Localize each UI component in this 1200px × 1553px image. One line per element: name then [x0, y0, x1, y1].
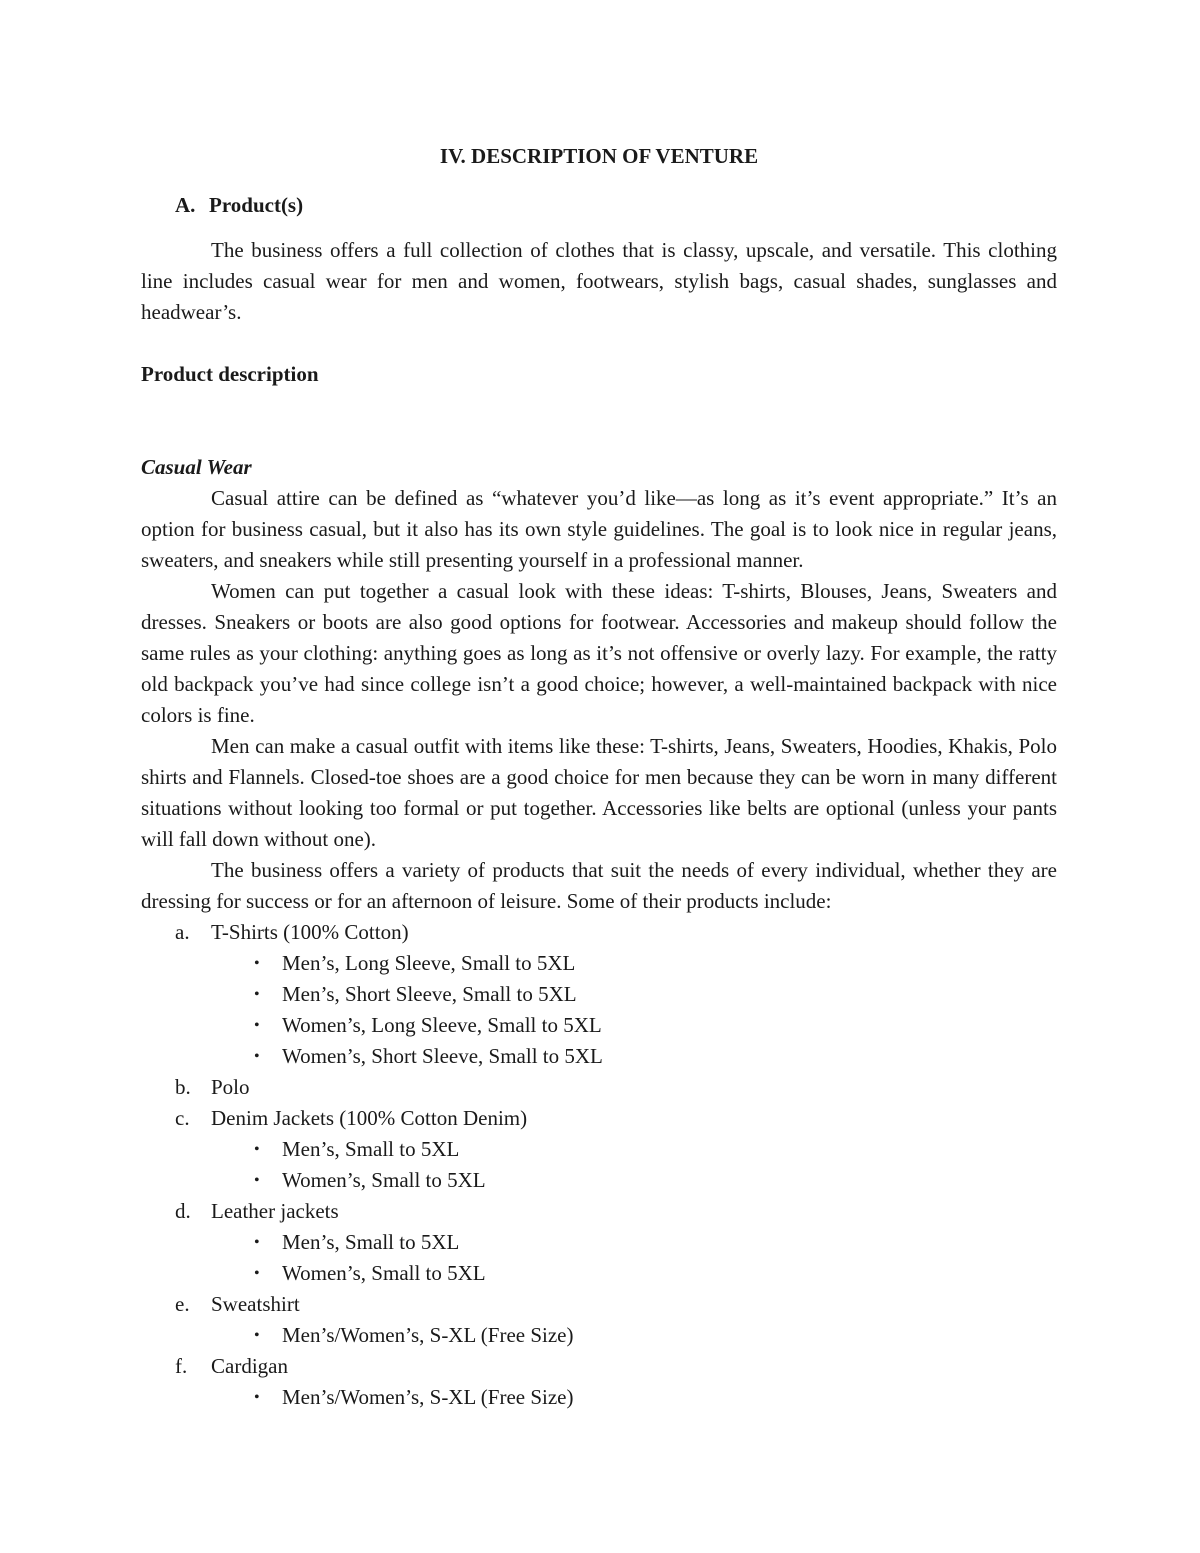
bullet-icon: • [254, 1141, 260, 1158]
variant-item [141, 1382, 1057, 1413]
subsection-title: Product(s) [209, 193, 304, 217]
product-name: Leather jackets [211, 1199, 339, 1223]
product-item [141, 1072, 1057, 1103]
list-marker: c. [175, 1106, 190, 1130]
subsection-heading [141, 190, 1057, 221]
product-description-heading: Product description [141, 362, 319, 386]
casual-wear-paragraph: Men can make a casual outfit with items like these: T-shirts, Jeans, Sweaters, Hoodies, Khakis, Polo shirts and Flannels. Closed-toe shoes are a good choice for men because they can be worn in many different situations without looking too formal or put together. Accessories like belts are optional (unless your pants will fall down without one). [141, 734, 1057, 851]
variant-item [141, 1010, 1057, 1041]
bullet-icon: • [254, 986, 260, 1003]
product-name: Polo [211, 1075, 250, 1099]
product-name: Denim Jackets (100% Cotton Denim) [211, 1106, 528, 1130]
subsection-letter: A. [175, 193, 196, 217]
variant-item [141, 1227, 1057, 1258]
casual-wear-paragraph: The business offers a variety of products that suit the needs of every individual, whether they are dressing for success or for an afternoon of leisure. Some of their products include: [141, 858, 1057, 913]
list-marker: a. [175, 920, 190, 944]
bullet-icon: • [254, 1172, 260, 1189]
list-marker: d. [175, 1199, 191, 1223]
variant-item [141, 1320, 1057, 1351]
document-page [141, 140, 1057, 1413]
product-list [141, 917, 1057, 1413]
bullet-icon: • [254, 1017, 260, 1034]
bullet-icon: • [254, 1327, 260, 1344]
variant-text: Men’s, Small to 5XL [282, 1137, 460, 1161]
list-marker: e. [175, 1292, 190, 1316]
variant-item [141, 1165, 1057, 1196]
variant-text: Men’s/Women’s, S-XL (Free Size) [282, 1385, 574, 1409]
product-item [141, 1103, 1057, 1134]
variant-item [141, 948, 1057, 979]
variant-text: Men’s, Long Sleeve, Small to 5XL [282, 951, 576, 975]
casual-wear-heading: Casual Wear [141, 455, 252, 479]
list-marker: f. [175, 1354, 188, 1378]
variant-item [141, 1258, 1057, 1289]
variant-item [141, 1041, 1057, 1072]
product-item [141, 1196, 1057, 1227]
bullet-icon: • [254, 955, 260, 972]
variant-text: Men’s, Small to 5XL [282, 1230, 460, 1254]
product-item [141, 1289, 1057, 1320]
casual-wear-paragraph: Women can put together a casual look with these ideas: T-shirts, Blouses, Jeans, Sweaters and dresses. Sneakers or boots are also good options for footwear. Accessories and makeup should follow the same rules as your clothing: anything goes as long as it’s not offensive or overly lazy. For example, the ratty old backpack you’ve had since college isn’t a good choice; however, a well-maintained backpack with nice colors is fine. [141, 579, 1057, 727]
variant-text: Women’s, Short Sleeve, Small to 5XL [282, 1044, 603, 1068]
product-item [141, 1351, 1057, 1382]
product-name: T-Shirts (100% Cotton) [211, 920, 409, 944]
variant-text: Women’s, Small to 5XL [282, 1261, 486, 1285]
product-name: Cardigan [211, 1354, 288, 1378]
bullet-icon: • [254, 1048, 260, 1065]
bullet-icon: • [254, 1389, 260, 1406]
variant-text: Men’s, Short Sleeve, Small to 5XL [282, 982, 577, 1006]
list-marker: b. [175, 1075, 191, 1099]
variant-item [141, 1134, 1057, 1165]
section-title: IV. DESCRIPTION OF VENTURE [439, 144, 759, 168]
product-name: Sweatshirt [211, 1292, 300, 1316]
variant-text: Women’s, Small to 5XL [282, 1168, 486, 1192]
product-item [141, 917, 1057, 948]
bullet-icon: • [254, 1234, 260, 1251]
casual-wear-paragraph: Casual attire can be defined as “whatever you’d like—as long as it’s event appropriate.” It’s an option for business casual, but it also has its own style guidelines. The goal is to look nice in regular jeans, sweaters, and sneakers while still presenting yourself in a professional manner. [141, 486, 1057, 572]
variant-item [141, 979, 1057, 1010]
variant-text: Men’s/Women’s, S-XL (Free Size) [282, 1323, 574, 1347]
variant-text: Women’s, Long Sleeve, Small to 5XL [282, 1013, 602, 1037]
intro-paragraph: The business offers a full collection of clothes that is classy, upscale, and versatile. This clothing line includes casual wear for men and women, footwears, stylish bags, casual shades, sunglasses and headwear’s. [141, 238, 1057, 324]
bullet-icon: • [254, 1265, 260, 1282]
